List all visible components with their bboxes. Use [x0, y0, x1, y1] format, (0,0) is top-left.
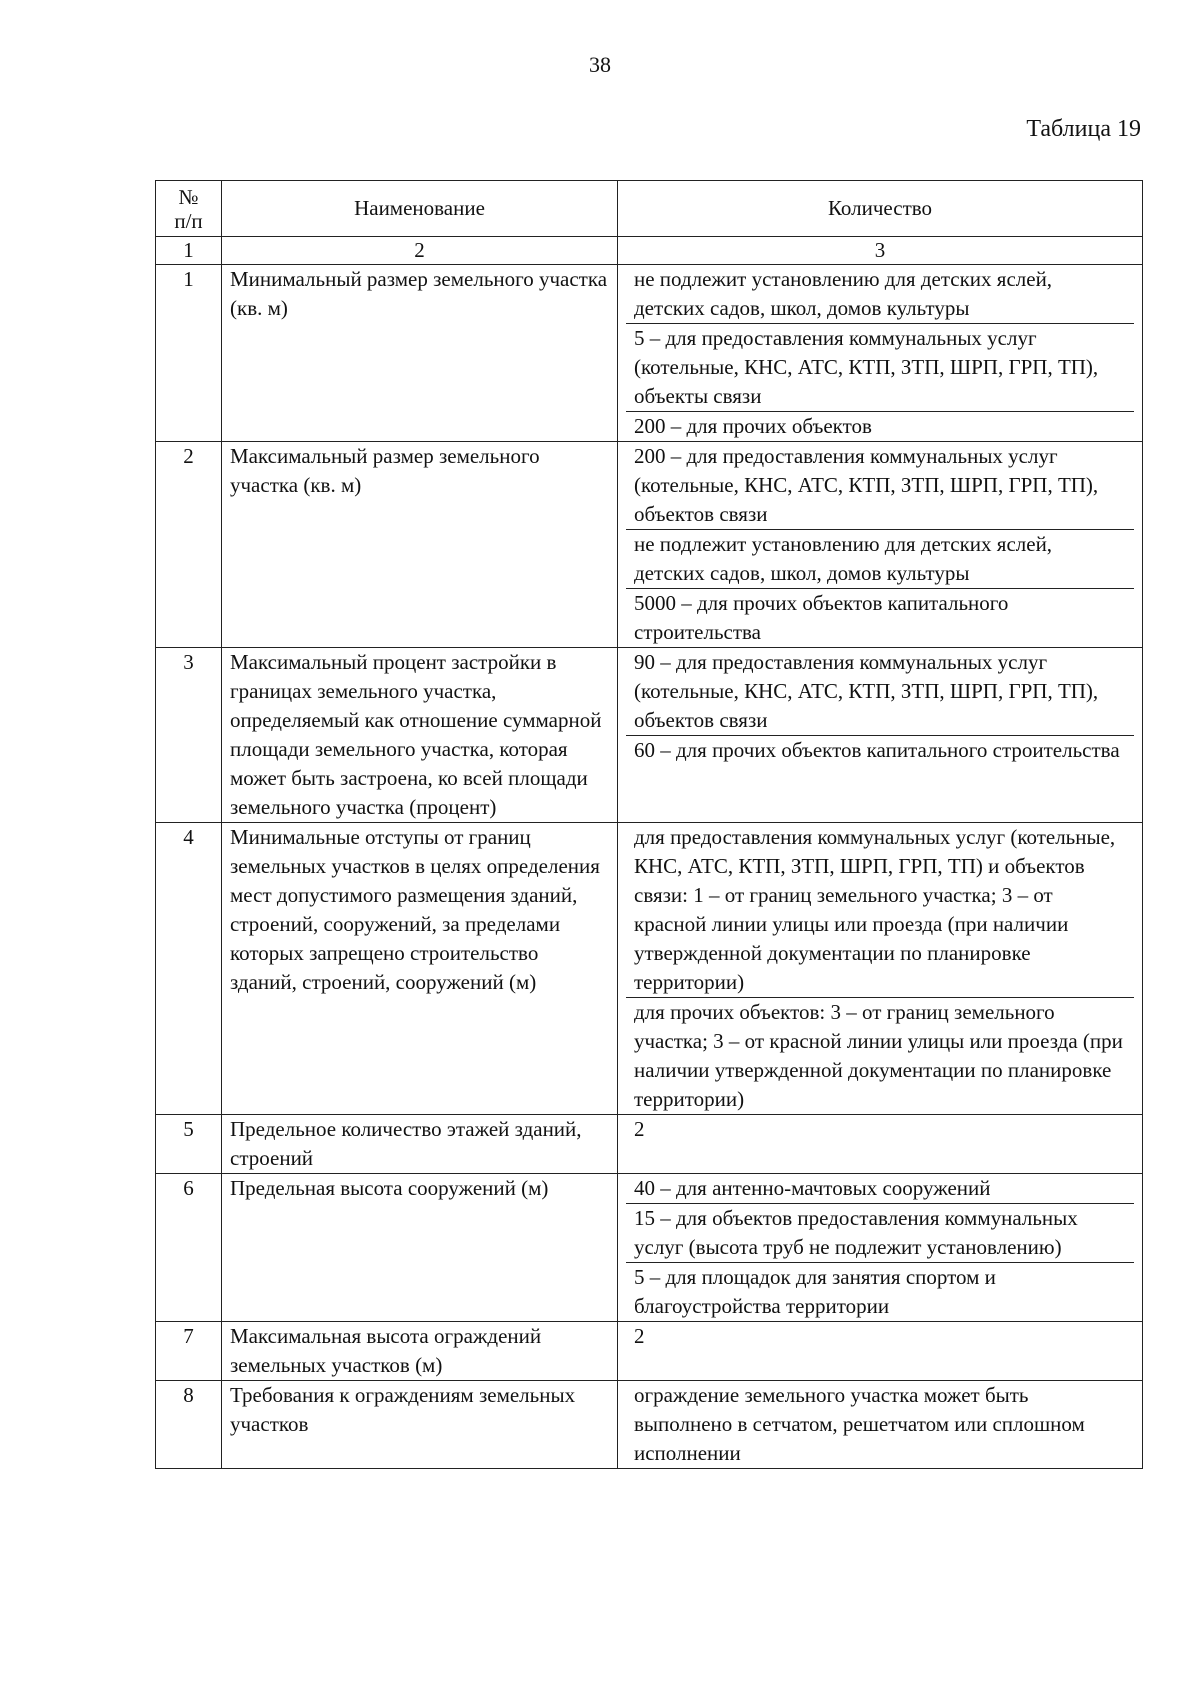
row-value: 2 — [634, 1117, 645, 1141]
row-values — [618, 265, 1143, 442]
column-index-row — [156, 237, 1143, 265]
row-values — [618, 823, 1143, 1115]
row-values — [618, 442, 1143, 648]
row-number: 5 — [156, 1115, 222, 1174]
row-name: Максимальный процент застройки в границах земельного участка, определяемый как отношение суммарной площади земельного участка, которая может быть застроена, ко всей площади земельного участка (процент) — [222, 648, 618, 823]
row-number: 6 — [156, 1174, 222, 1322]
row-value: не подлежит установлению для детских яслей, детских садов, школ, домов культуры — [626, 529, 1134, 588]
row-number: 7 — [156, 1322, 222, 1381]
row-name: Минимальные отступы от границ земельных участков в целях определения мест допустимого размещения зданий, строений, сооружений, за пределами которых запрещено строительство зданий, строений, сооружений (м) — [222, 823, 618, 1115]
table-row — [156, 442, 1143, 648]
table-row — [156, 1174, 1143, 1322]
row-name: Предельная высота сооружений (м) — [222, 1174, 618, 1322]
row-value: 2 — [634, 1324, 645, 1348]
row-name: Требования к ограждениям земельных участков — [222, 1381, 618, 1469]
row-value: ограждение земельного участка может быть выполнено в сетчатом, решетчатом или сплошном исполнении — [634, 1383, 1085, 1465]
column-index: 3 — [618, 237, 1143, 265]
row-name: Максимальный размер земельного участка (кв. м) — [222, 442, 618, 648]
row-name: Предельное количество этажей зданий, строений — [222, 1115, 618, 1174]
row-number: 8 — [156, 1381, 222, 1469]
table-row — [156, 1322, 1143, 1381]
header-num — [156, 181, 222, 237]
row-values — [618, 1322, 1143, 1381]
row-values — [618, 648, 1143, 823]
row-value: для прочих объектов: 3 – от границ земельного участка; 3 – от красной линии улицы или проезда (при наличии утвержденной документации по планировке территории) — [626, 997, 1134, 1114]
page-number: 38 — [589, 52, 611, 77]
column-index: 2 — [222, 237, 618, 265]
row-value: для предоставления коммунальных услуг (котельные, КНС, АТС, КТП, ЗТП, ШРП, ГРП, ТП) и объектов связи: 1 – от границ земельного участка; 3 – от красной линии улицы или проезда (при наличии утвержденной документации по планировке территории) — [634, 825, 1116, 994]
row-value: 60 – для прочих объектов капитального строительства — [626, 735, 1134, 765]
row-value: 200 – для предоставления коммунальных услуг (котельные, КНС, АТС, КТП, ЗТП, ШРП, ГРП, ТП), объектов связи — [634, 444, 1099, 526]
row-value: 5 – для предоставления коммунальных услуг (котельные, КНС, АТС, КТП, ЗТП, ШРП, ГРП, ТП), объекты связи — [626, 323, 1134, 411]
header-num-line2: п/п — [174, 208, 203, 233]
row-number: 2 — [156, 442, 222, 648]
regulations-table — [155, 180, 1143, 1469]
row-value: 90 – для предоставления коммунальных услуг (котельные, КНС, АТС, КТП, ЗТП, ШРП, ГРП, ТП), объектов связи — [634, 650, 1099, 732]
row-value: не подлежит установлению для детских яслей, детских садов, школ, домов культуры — [634, 267, 1053, 320]
table-row — [156, 1115, 1143, 1174]
row-number: 1 — [156, 265, 222, 442]
row-values — [618, 1115, 1143, 1174]
table-row — [156, 648, 1143, 823]
column-index: 1 — [156, 237, 222, 265]
table-caption: Таблица 19 — [1026, 116, 1141, 142]
header-name: Наименование — [222, 181, 618, 237]
row-name: Минимальный размер земельного участка (кв. м) — [222, 265, 618, 442]
table-row — [156, 823, 1143, 1115]
row-value: 5 – для площадок для занятия спортом и благоустройства территории — [626, 1262, 1134, 1321]
table-row — [156, 1381, 1143, 1469]
table-header-row — [156, 181, 1143, 237]
row-number: 3 — [156, 648, 222, 823]
row-value: 40 – для антенно-мачтовых сооружений — [634, 1176, 991, 1200]
row-name: Максимальная высота ограждений земельных участков (м) — [222, 1322, 618, 1381]
row-value: 5000 – для прочих объектов капитального строительства — [626, 588, 1134, 647]
row-value: 200 – для прочих объектов — [626, 411, 1134, 441]
table-row — [156, 265, 1143, 442]
row-number: 4 — [156, 823, 222, 1115]
header-num-line1: № — [178, 184, 199, 209]
header-quantity: Количество — [618, 181, 1143, 237]
row-values — [618, 1381, 1143, 1469]
row-value: 15 – для объектов предоставления коммунальных услуг (высота труб не подлежит установлению) — [626, 1203, 1134, 1262]
row-values — [618, 1174, 1143, 1322]
